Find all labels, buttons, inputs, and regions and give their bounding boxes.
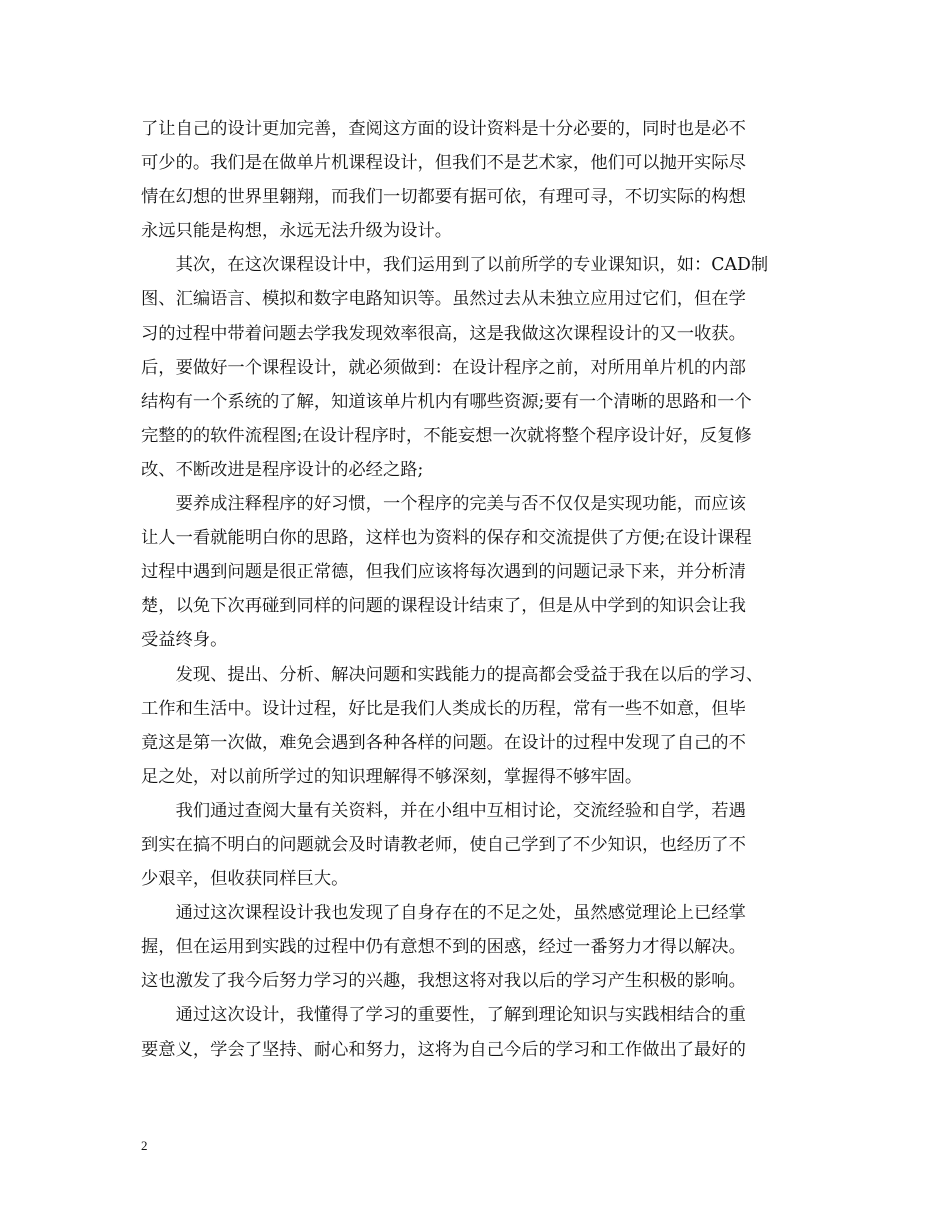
- text-line: 发现、提出、分析、解决问题和实践能力的提高都会受益于我在以后的学习、: [141, 664, 764, 685]
- text-line: 完整的的软件流程图;在设计程序时，不能妄想一次就将整个程序设计好，反复修: [141, 425, 752, 446]
- text-line: 楚，以免下次再碰到同样的问题的课程设计结束了，但是从中学到的知识会让我: [141, 596, 746, 617]
- text-line: 竟这是第一次做，难免会遇到各种各样的问题。在设计的过程中发现了自己的不: [141, 732, 746, 753]
- text-line: 其次，在这次课程设计中，我们运用到了以前所学的专业课知识，如：CAD制: [141, 255, 769, 276]
- text-line: 永远只能是构想，永远无法升级为设计。: [141, 221, 453, 242]
- text-line: 到实在搞不明白的问题就会及时请教老师，使自己学到了不少知识，也经历了不: [141, 834, 746, 855]
- text-line: 工作和生活中。设计过程，好比是我们人类成长的历程，常有一些不如意，但毕: [141, 698, 746, 719]
- text-line: 通过这次课程设计我也发现了自身存在的不足之处，虽然感觉理论上已经掌: [141, 903, 746, 924]
- text-line: 过程中遇到问题是很正常德，但我们应该将每次遇到的问题记录下来，并分析清: [141, 562, 746, 583]
- text-line: 握，但在运用到实践的过程中仍有意想不到的困惑，经过一番努力才得以解决。: [141, 937, 746, 958]
- text-line: 后，要做好一个课程设计，就必须做到：在设计程序之前，对所用单片机的内部: [141, 357, 746, 378]
- text-line: 可少的。我们是在做单片机课程设计，但我们不是艺术家，他们可以抛开实际尽: [141, 153, 746, 174]
- text-line: 这也激发了我今后努力学习的兴趣，我想这将对我以后的学习产生积极的影响。: [141, 971, 746, 992]
- text-line: 图、汇编语言、模拟和数字电路知识等。虽然过去从未独立应用过它们，但在学: [141, 289, 746, 310]
- text-line: 要养成注释程序的好习惯，一个程序的完美与否不仅仅是实现功能，而应该: [141, 494, 746, 515]
- page-number: 2: [141, 1138, 148, 1153]
- text-line: 结构有一个系统的了解，知道该单片机内有哪些资源;要有一个清晰的思路和一个: [141, 391, 752, 412]
- text-line: 了让自己的设计更加完善，查阅这方面的设计资料是十分必要的，同时也是必不: [141, 119, 746, 139]
- text-line: 少艰辛，但收获同样巨大。: [141, 869, 349, 890]
- text-line: 要意义，学会了坚持、耐心和努力，这将为自己今后的学习和工作做出了最好的: [141, 1039, 746, 1060]
- text-line: 我们通过查阅大量有关资料，并在小组中互相讨论，交流经验和自学，若遇: [141, 800, 746, 821]
- body-text: [141, 112, 831, 1067]
- text-line: 足之处，对以前所学过的知识理解得不够深刻，掌握得不够牢固。: [141, 766, 643, 787]
- text-line: 情在幻想的世界里翱翔，而我们一切都要有据可依，有理可寻，不切实际的构想: [141, 187, 746, 208]
- text-line: 受益终身。: [141, 630, 228, 651]
- text-line: 让人一看就能明白你的思路，这样也为资料的保存和交流提供了方便;在设计课程: [141, 528, 752, 549]
- text-line: 改、不断改进是程序设计的必经之路;: [141, 459, 424, 480]
- text-line: 通过这次设计，我懂得了学习的重要性，了解到理论知识与实践相结合的重: [141, 1005, 746, 1026]
- text-line: 习的过程中带着问题去学我发现效率很高，这是我做这次课程设计的又一收获。: [141, 323, 746, 344]
